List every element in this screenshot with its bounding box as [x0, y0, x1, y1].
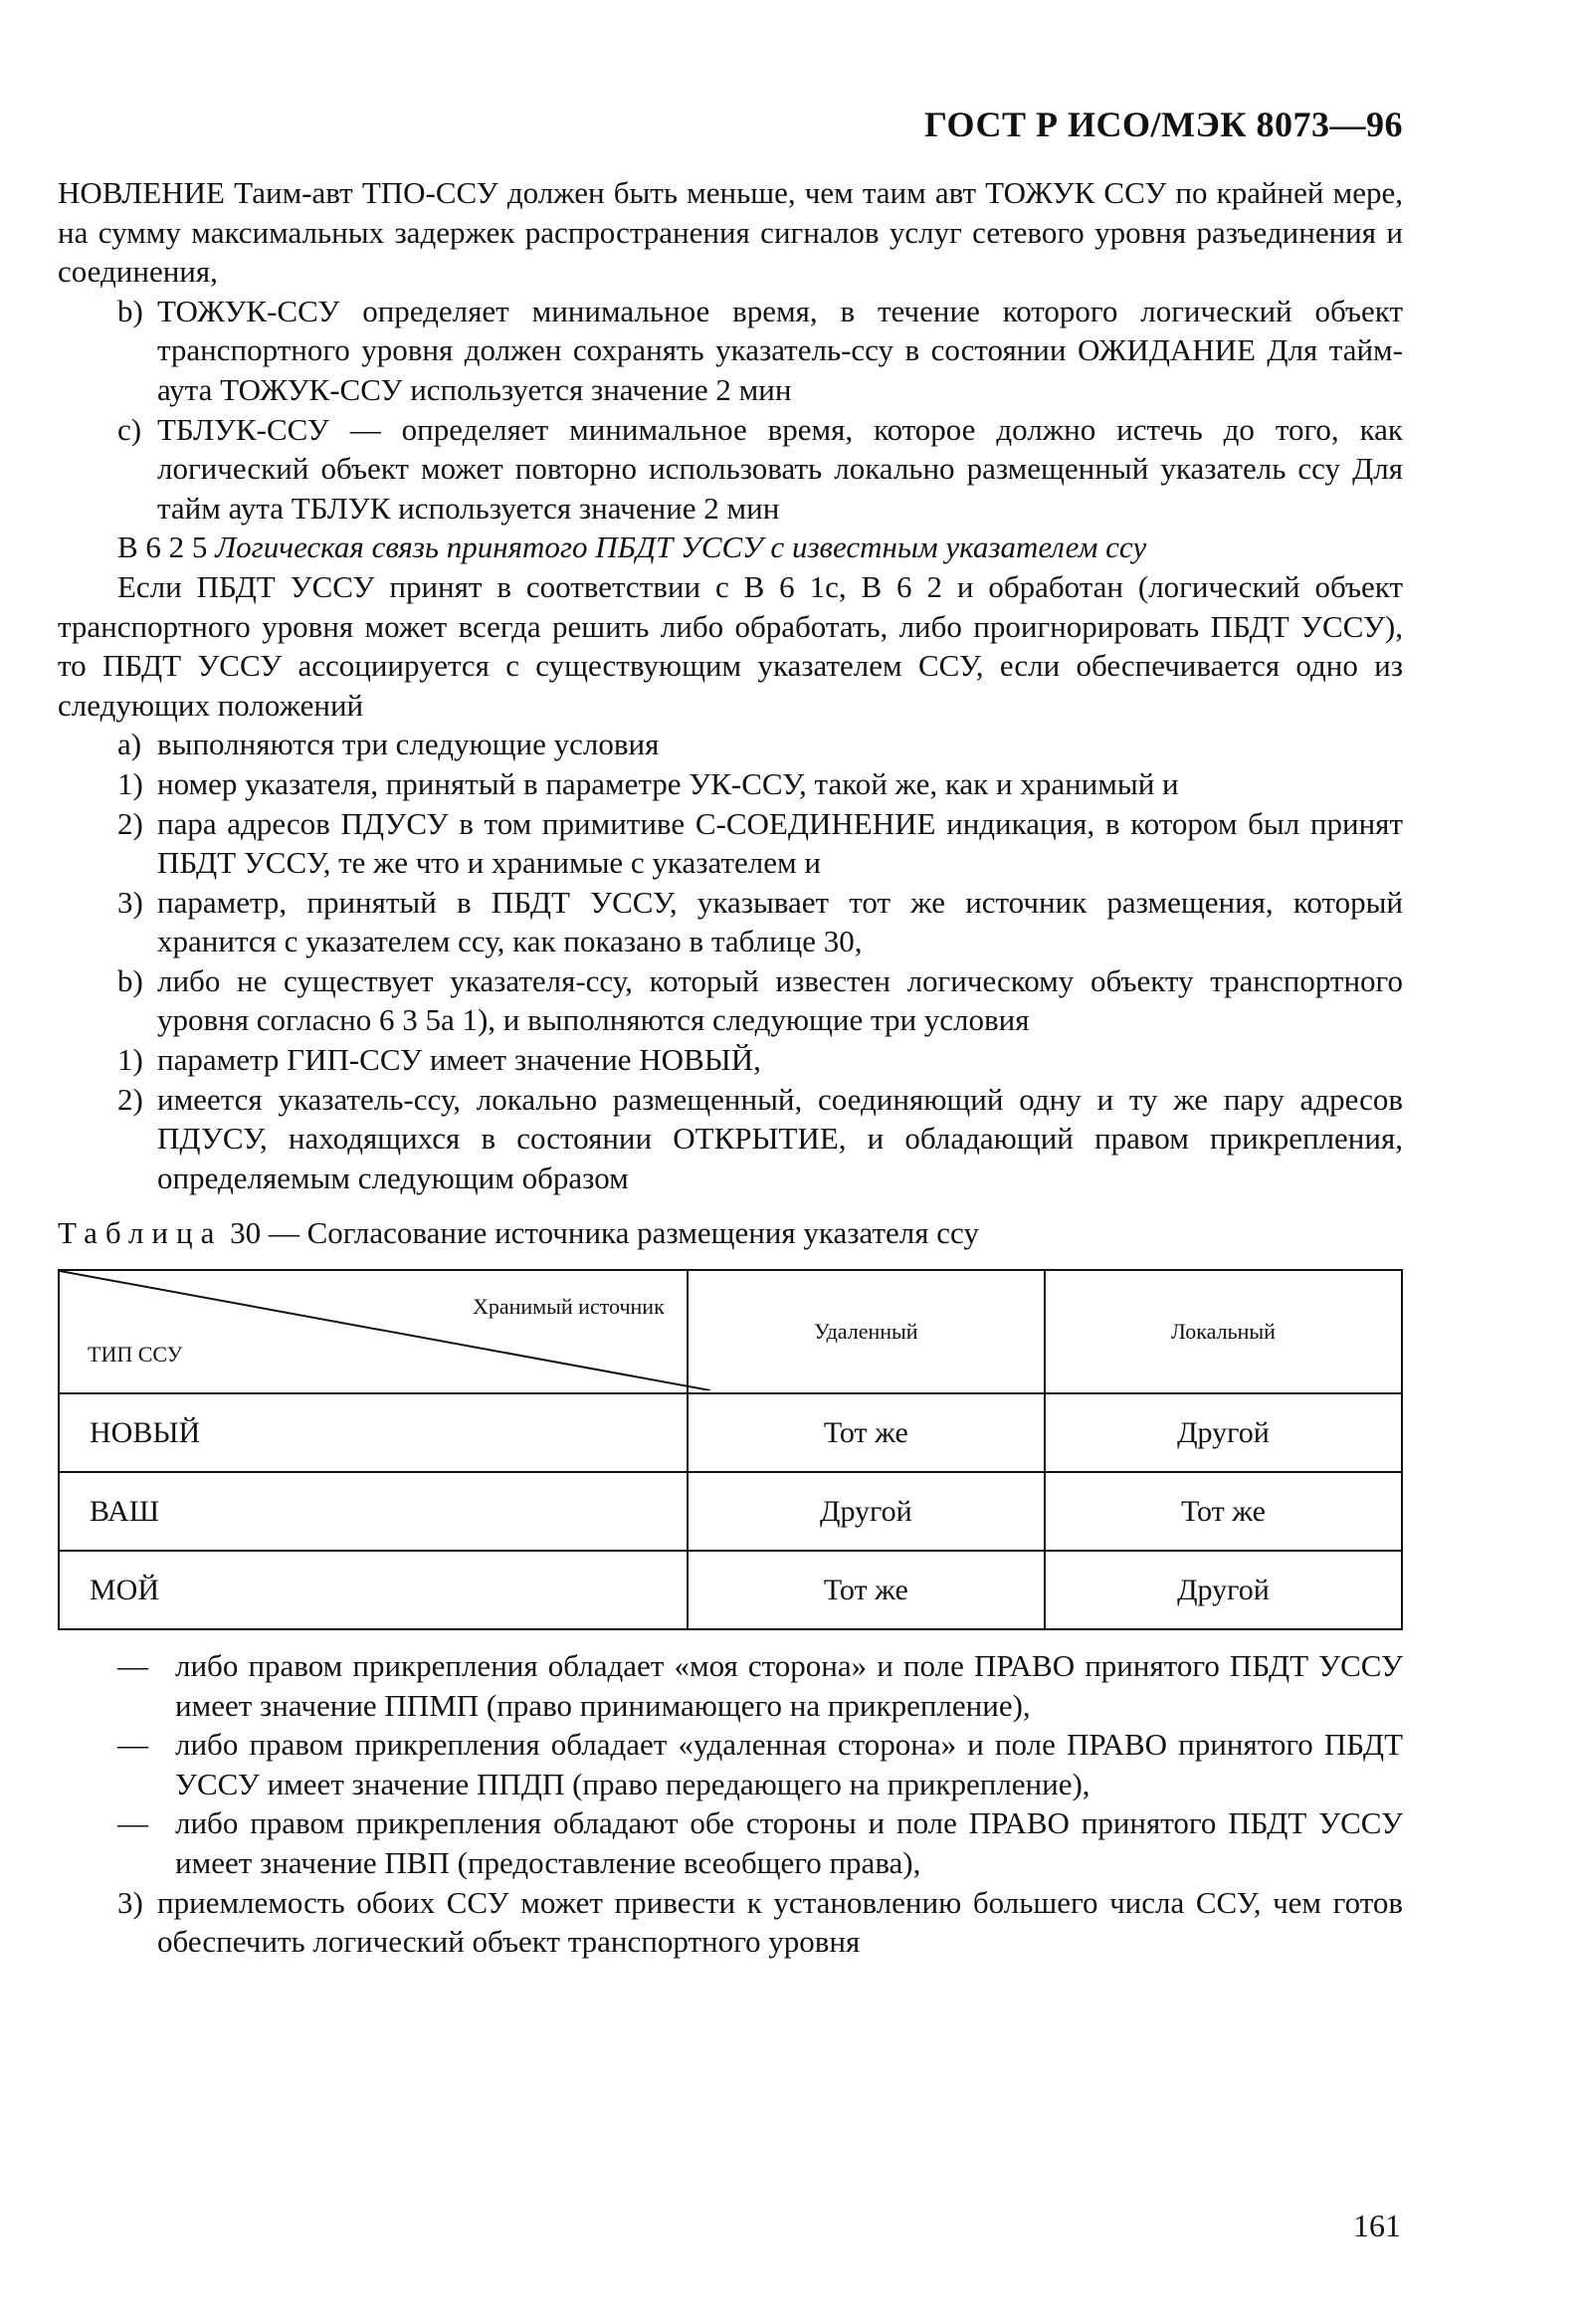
list-item: [58, 764, 1403, 804]
section-heading: [58, 528, 1403, 567]
table-caption-label: Таблица: [58, 1215, 223, 1251]
dash-text: либо правом прикрепления обладает «удаленная сторона» и поле ПРАВО принятого ПБДТ УССУ имеет значение ППДП (право передающего на прикрепление),: [175, 1727, 1403, 1801]
list-item: [58, 804, 1403, 883]
list-text: приемлемость обоих ССУ может привести к установлению большего числа ССУ, чем готов обеспечить логический объект транспортного уровня: [157, 1884, 1403, 1960]
list-marker: b): [117, 962, 143, 998]
list-item: [58, 1883, 1403, 1962]
column-header-remote: Удаленный: [688, 1270, 1045, 1393]
list-text: имеется указатель-ссу, локально размещенный, соединяющий одну и ту же пару адресов ПДУСУ, находящихся в состоянии ОТКРЫТИЕ, и обладающий правом прикрепления, определяемым следующим образом: [157, 1081, 1403, 1195]
corner-label-type: ТИП ССУ: [88, 1342, 183, 1368]
section-title: Логическая связь принятого ПБДТ УССУ с известным указателем ссу: [215, 529, 1147, 565]
list-item: [58, 961, 1403, 1040]
page-number: 161: [1353, 2208, 1401, 2243]
list-item: [58, 292, 1403, 410]
list-marker: 1): [117, 765, 143, 801]
list-text: параметр, принятый в ПБДТ УССУ, указывает тот же источник размещения, который хранится с указателем ссу, как показано в таблице 30,: [157, 884, 1403, 959]
list-marker: с): [117, 411, 142, 447]
list-marker: b): [117, 293, 143, 328]
list-text: пара адресов ПДУСУ в том примитиве С-СОЕДИНЕНИЕ индикация, в котором был принят ПБДТ УССУ, те же что и хранимые с указателем и: [157, 805, 1403, 881]
list-item: [58, 1080, 1403, 1198]
dash-marker: —: [117, 1805, 148, 1841]
source-table: [58, 1269, 1403, 1630]
list-marker: 3): [117, 884, 143, 920]
list-item: [58, 1040, 1403, 1080]
body-text: [58, 173, 1403, 1962]
list-text: либо не существует указателя-ссу, который известен логическому объекту транспортного уровня согласно 6 3 5а 1), и выполняются следующие три условия: [157, 962, 1403, 1038]
row-type: ВАШ: [59, 1472, 688, 1551]
list-marker: 2): [117, 1081, 143, 1117]
table-row: [59, 1551, 1402, 1629]
dash-marker: —: [117, 1648, 148, 1684]
corner-label-stored-source: Хранимый источник: [473, 1294, 665, 1320]
paragraph: Если ПБДТ УССУ принят в соответствии с В 6 1с, В 6 2 и обработан (логический объект транспортного уровня может всегда решить либо обработать, либо проигнорировать ПБДТ УССУ), то ПБДТ УССУ ассоциируется с существующим указателем ССУ, если обеспечивается одно из следующих положений: [58, 568, 1403, 723]
table-row: [59, 1472, 1402, 1551]
dash-item: [58, 1803, 1403, 1882]
list-text: выполняются три следующие условия: [157, 727, 660, 762]
cell-remote: Тот же: [688, 1393, 1045, 1472]
section-number: В 6 2 5: [117, 529, 208, 565]
dash-text: либо правом прикрепления обладает «моя сторона» и поле ПРАВО принятого ПБДТ УССУ имеет значение ППМП (право принимающего на прикрепление),: [175, 1648, 1403, 1723]
table-caption: [58, 1213, 1403, 1253]
row-type: МОЙ: [59, 1551, 688, 1629]
list-item: [58, 410, 1403, 528]
table-row: [59, 1393, 1402, 1472]
list-marker: 3): [117, 1884, 143, 1920]
dash-marker: —: [117, 1727, 148, 1763]
list-item: [58, 883, 1403, 961]
list-text: номер указателя, принятый в параметре УК-ССУ, такой же, как и хранимый и: [157, 765, 1179, 801]
paragraph-continuation: НОВЛЕНИЕ Таим-авт ТПО-ССУ должен быть меньше, чем таим авт ТОЖУК ССУ по крайней мере, на сумму максимальных задержек распространения сигналов услуг сетевого уровня разъединения и соединения,: [58, 175, 1403, 290]
cell-local: Другой: [1045, 1551, 1402, 1629]
list-marker: 1): [117, 1042, 143, 1078]
cell-local: Другой: [1045, 1393, 1402, 1472]
list-text: ТБЛУК-ССУ — определяет минимальное время, которое должно истечь до того, как логический объект может повторно использовать локально размещенный указатель ссу Для тайм аута ТБЛУК используется значение 2 мин: [157, 411, 1403, 526]
dash-text: либо правом прикрепления обладают обе стороны и поле ПРАВО принятого ПБДТ УССУ имеет значение ПВП (предоставление всеобщего права),: [175, 1805, 1403, 1880]
row-type: НОВЫЙ: [59, 1393, 688, 1472]
table-caption-text: 30 — Согласование источника размещения указателя ссу: [230, 1215, 979, 1251]
list-item: [58, 725, 1403, 764]
column-header-local: Локальный: [1045, 1270, 1402, 1393]
cell-local: Тот же: [1045, 1472, 1402, 1551]
list-text: параметр ГИП-ССУ имеет значение НОВЫЙ,: [157, 1042, 761, 1078]
dash-item: [58, 1646, 1403, 1725]
list-marker: а): [117, 727, 142, 762]
list-text: ТОЖУК-ССУ определяет минимальное время, в течение которого логический объект транспортного уровня должен сохранять указатель-ссу в состоянии ОЖИДАНИЕ Для тайм-аута ТОЖУК-ССУ используется значение 2 мин: [157, 293, 1403, 407]
cell-remote: Другой: [688, 1472, 1045, 1551]
cell-remote: Тот же: [688, 1551, 1045, 1629]
dash-item: [58, 1725, 1403, 1803]
table-header-row: [59, 1270, 1402, 1393]
list-marker: 2): [117, 805, 143, 841]
page-header: ГОСТ Р ИСО/МЭК 8073—96: [924, 105, 1403, 144]
corner-cell: [59, 1270, 688, 1393]
